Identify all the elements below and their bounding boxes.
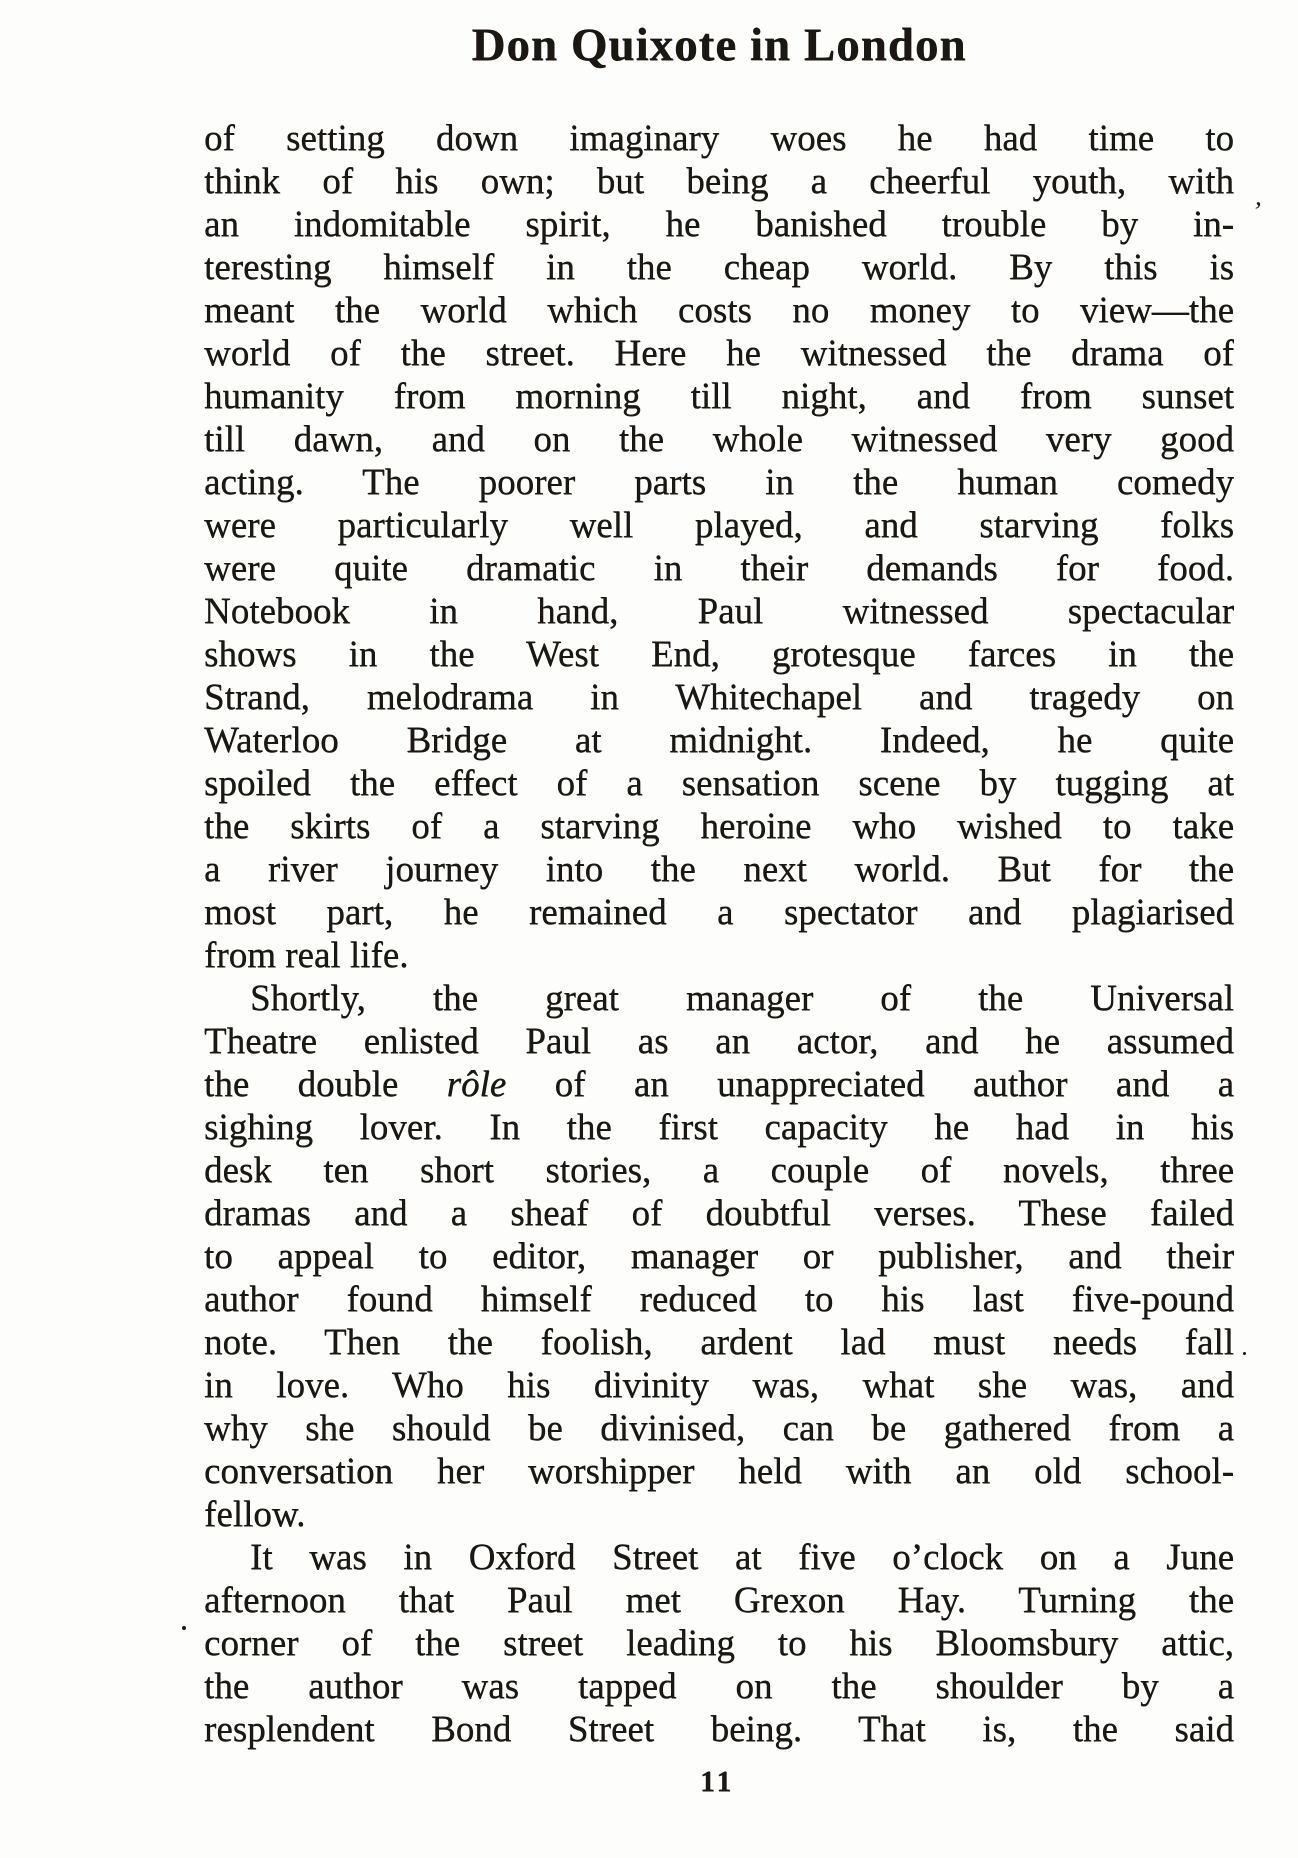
text-line: were quite dramatic in their demands for food. xyxy=(204,548,1234,589)
scan-artifact-dot xyxy=(182,1626,186,1630)
text-line: acting. The poorer parts in the human comedy xyxy=(204,462,1234,503)
text-line: the double rôle of an unappreciated author and a xyxy=(204,1064,1234,1105)
text-line: Waterloo Bridge at midnight. Indeed, he quite xyxy=(204,720,1234,761)
page-title: Don Quixote in London xyxy=(471,19,967,71)
text-line: were particularly well played, and starving folks xyxy=(204,505,1234,546)
text-line: of setting down imaginary woes he had time to xyxy=(204,118,1234,159)
paragraph xyxy=(204,977,1234,1536)
text-line: humanity from morning till night, and from sunset xyxy=(204,376,1234,417)
paragraph xyxy=(204,117,1234,977)
text-line: why she should be divinised, can be gathered from a xyxy=(204,1408,1234,1449)
text-line: an indomitable spirit, he banished trouble by in- xyxy=(204,204,1234,245)
text-line: in love. Who his divinity was, what she was, and xyxy=(204,1365,1234,1406)
text-line: world of the street. Here he witnessed the drama of xyxy=(204,333,1234,374)
text-line: teresting himself in the cheap world. By this is xyxy=(204,247,1234,288)
scan-artifact-dot xyxy=(1243,1352,1246,1355)
text-line: fellow. xyxy=(204,1494,306,1535)
text-line: Notebook in hand, Paul witnessed spectacular xyxy=(204,591,1234,632)
text-line: the author was tapped on the shoulder by a xyxy=(204,1666,1234,1707)
text-line: shows in the West End, grotesque farces in the xyxy=(204,634,1234,675)
text-line: note. Then the foolish, ardent lad must needs fall xyxy=(204,1322,1234,1363)
text-line: to appeal to editor, manager or publisher, and their xyxy=(204,1236,1234,1277)
text-line: the skirts of a starving heroine who wished to take xyxy=(204,806,1234,847)
text-line: desk ten short stories, a couple of novels, three xyxy=(204,1150,1234,1191)
page-number: 11 xyxy=(700,1765,735,1798)
text-line: corner of the street leading to his Bloomsbury attic, xyxy=(204,1623,1234,1664)
text-line: from real life. xyxy=(204,935,409,976)
text-line: most part, he remained a spectator and plagiarised xyxy=(204,892,1234,933)
text-line: Shortly, the great manager of the Universal xyxy=(250,978,1234,1019)
text-line: author found himself reduced to his last five-pound xyxy=(204,1279,1234,1320)
text-line: conversation her worshipper held with an old school- xyxy=(204,1451,1234,1492)
text-line: dramas and a sheaf of doubtful verses. These failed xyxy=(204,1193,1234,1234)
text-line: It was in Oxford Street at five o’clock on a June xyxy=(250,1537,1234,1578)
text-line: till dawn, and on the whole witnessed very good xyxy=(204,419,1234,460)
body-text xyxy=(204,117,1234,1751)
text-line: Theatre enlisted Paul as an actor, and he assumed xyxy=(204,1021,1234,1062)
text-line: think of his own; but being a cheerful youth, with xyxy=(204,161,1234,202)
text-line: Strand, melodrama in Whitechapel and tragedy on xyxy=(204,677,1234,718)
text-line: resplendent Bond Street being. That is, the said xyxy=(204,1709,1234,1750)
text-line: a river journey into the next world. But for the xyxy=(204,849,1234,890)
text-line: spoiled the effect of a sensation scene by tugging at xyxy=(204,763,1234,804)
text-line: sighing lover. In the first capacity he had in his xyxy=(204,1107,1234,1148)
text-line: afternoon that Paul met Grexon Hay. Turning the xyxy=(204,1580,1234,1621)
scan-artifact-mark: ʼ xyxy=(1251,195,1264,227)
text-line: meant the world which costs no money to view—the xyxy=(204,290,1234,331)
paragraph xyxy=(204,1536,1234,1751)
